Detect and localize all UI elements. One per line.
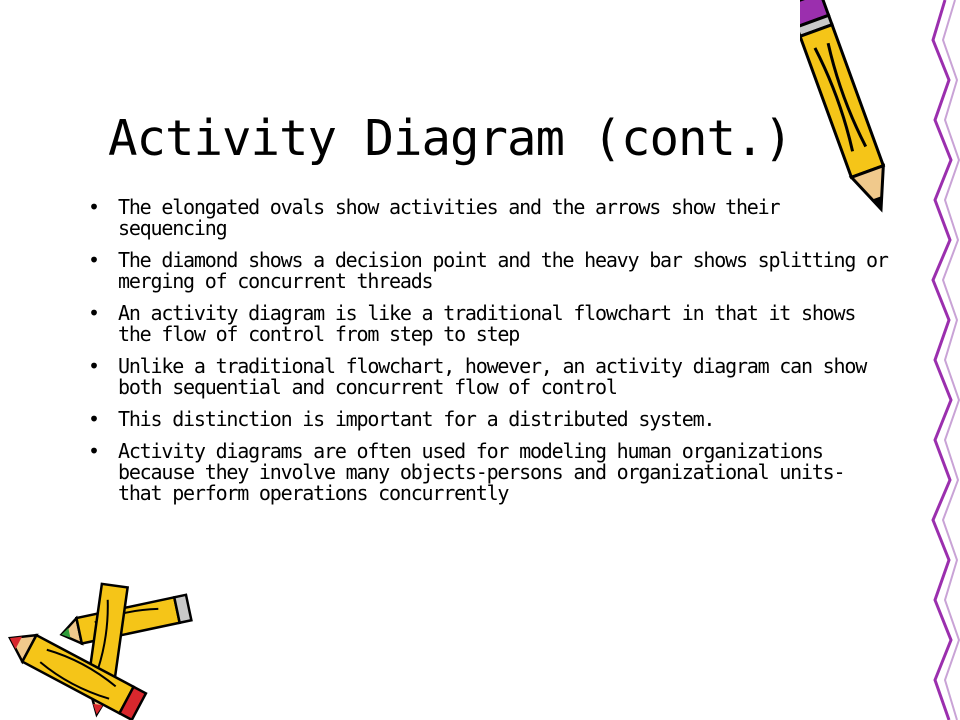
bullet-text: This distinction is important for a distributed system. [118, 407, 715, 431]
bullet-marker: • [88, 248, 99, 272]
bullet-item [88, 409, 888, 430]
bullet-list [88, 197, 888, 515]
pencil-icon [800, 0, 900, 230]
bullet-item [88, 356, 888, 398]
bullet-item [88, 250, 888, 292]
bullet-marker: • [88, 195, 99, 219]
bullet-text: The diamond shows a decision point and the heavy bar shows splitting or merging of concurrent threads [118, 248, 888, 293]
bullet-text: Unlike a traditional flowchart, however, an activity diagram can show both sequential and concurrent flow of control [118, 354, 867, 399]
bullet-marker: • [88, 354, 99, 378]
bullet-item [88, 303, 888, 345]
bullet-text: An activity diagram is like a traditional flowchart in that it shows the flow of control from step to step [118, 301, 856, 346]
bullet-text: Activity diagrams are often used for modeling human organizations because they involve many objects-persons and organizational units- that perform operations concurrently [118, 439, 845, 505]
bullet-text: The elongated ovals show activities and the arrows show their sequencing [118, 195, 780, 240]
pencils-icon [0, 575, 200, 720]
zigzag-border-icon [905, 0, 960, 720]
bullet-marker: • [88, 439, 99, 463]
bullet-item [88, 197, 888, 239]
bullet-item [88, 441, 888, 504]
bullet-marker: • [88, 407, 99, 431]
bullet-marker: • [88, 301, 99, 325]
slide-title: Activity Diagram (cont.) [108, 110, 793, 167]
